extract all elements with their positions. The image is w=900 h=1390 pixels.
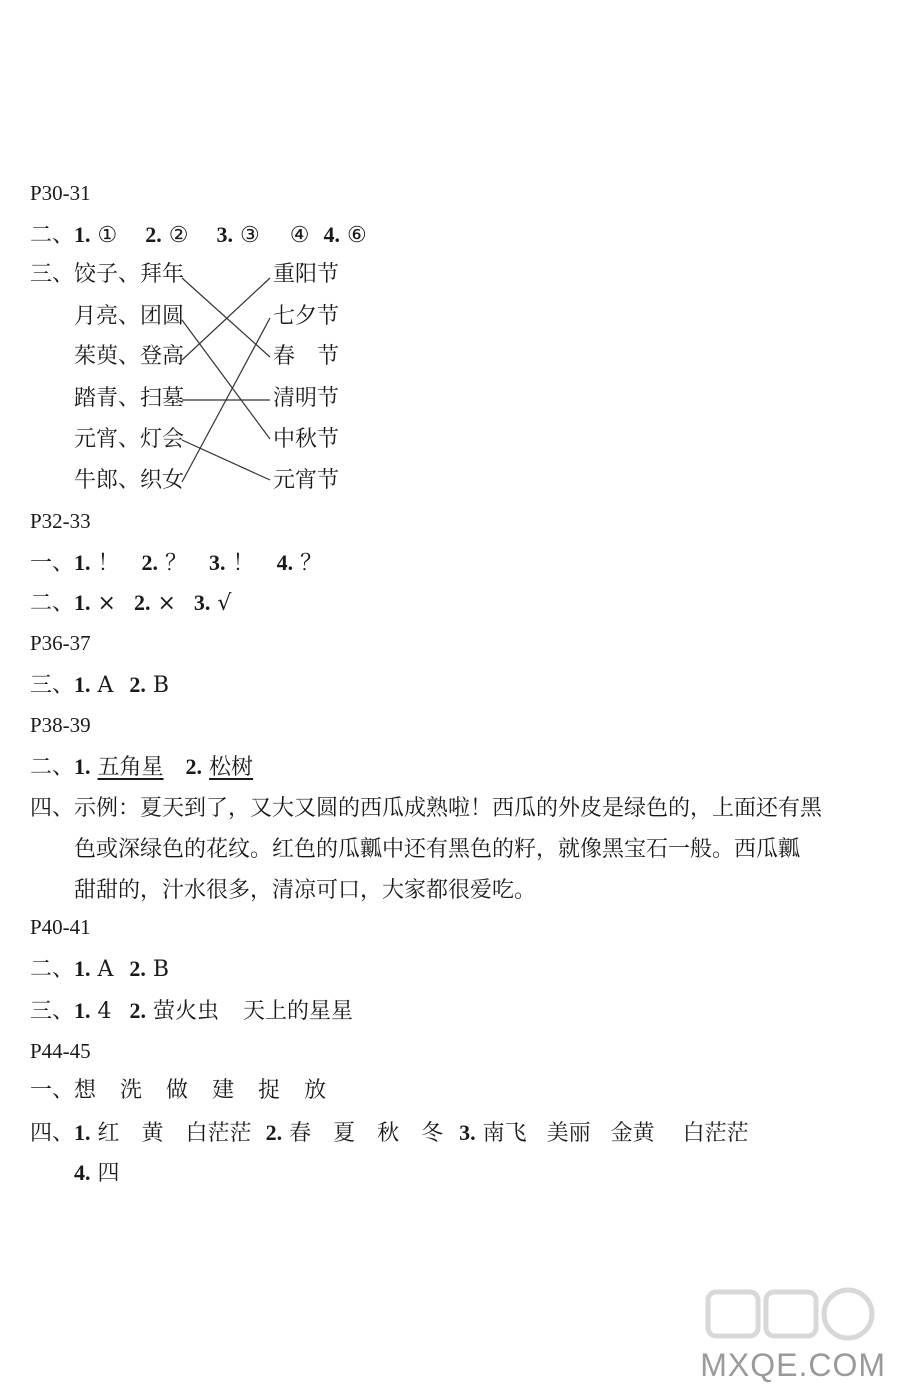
match-left-item: 茱萸、登高	[74, 344, 185, 369]
match-right-item: 七夕节	[273, 304, 340, 329]
answer-line: 二、1. ① 2. ② 3. ③ ④ 4. ⑥	[30, 222, 367, 248]
match-left-item: 元宵、灯会	[74, 427, 185, 452]
match-right-item: 重阳节	[273, 262, 340, 287]
match-left-item: 饺子、拜年	[74, 262, 185, 287]
question-prefix: 三、	[30, 262, 75, 287]
watermark-text: MXQE.COM	[700, 1347, 886, 1383]
answer-line: 一、1. ！ 2. ？ 3. ！ 4. ？	[30, 550, 323, 576]
answer-line: 三、1. 4 2. 萤火虫 天上的星星	[30, 998, 354, 1024]
page-label: P40-41	[30, 915, 91, 939]
answer-line: 二、1. × 2. × 3. √	[30, 590, 232, 616]
answer-line: 二、1. A 2. B	[30, 956, 170, 982]
page-label: P44-45	[30, 1039, 91, 1063]
answer-line: 4. 四	[74, 1160, 120, 1186]
answer-line: 三、1. A 2. B	[30, 672, 170, 698]
match-left-item: 踏青、扫墓	[74, 386, 185, 411]
answer-line: 二、1. 五角星 2. 松树	[30, 754, 254, 780]
match-line	[182, 320, 270, 439]
match-line	[182, 440, 270, 480]
page-label: P32-33	[30, 509, 91, 533]
match-left-item: 牛郎、织女	[74, 468, 185, 493]
match-left-item: 月亮、团圆	[74, 304, 185, 329]
match-right-item: 清明节	[273, 386, 340, 411]
match-right-item: 中秋节	[273, 427, 340, 452]
match-right-item: 元宵节	[273, 468, 340, 493]
page-label: P36-37	[30, 631, 91, 655]
match-right-item: 春 节	[273, 344, 340, 369]
answer-line: 一、想 洗 做 建 捉 放	[30, 1078, 327, 1103]
answer-line: 四、1. 红 黄 白茫茫 2. 春 夏 秋 冬 3. 南飞 美丽 金黄 白茫茫	[30, 1120, 749, 1146]
essay-answer: 四、示例：夏天到了，又大又圆的西瓜成熟啦！西瓜的外皮是绿色的，上面还有黑 色或深绿色的花纹。红色的瓜瓤中还有黑色的籽，就像黑宝石一般。西瓜瓤 甜甜的，汁水很多，清凉可口，大家都很爱吃。	[30, 796, 823, 903]
page-label: P38-39	[30, 713, 91, 737]
page-label: P30-31	[30, 181, 91, 205]
